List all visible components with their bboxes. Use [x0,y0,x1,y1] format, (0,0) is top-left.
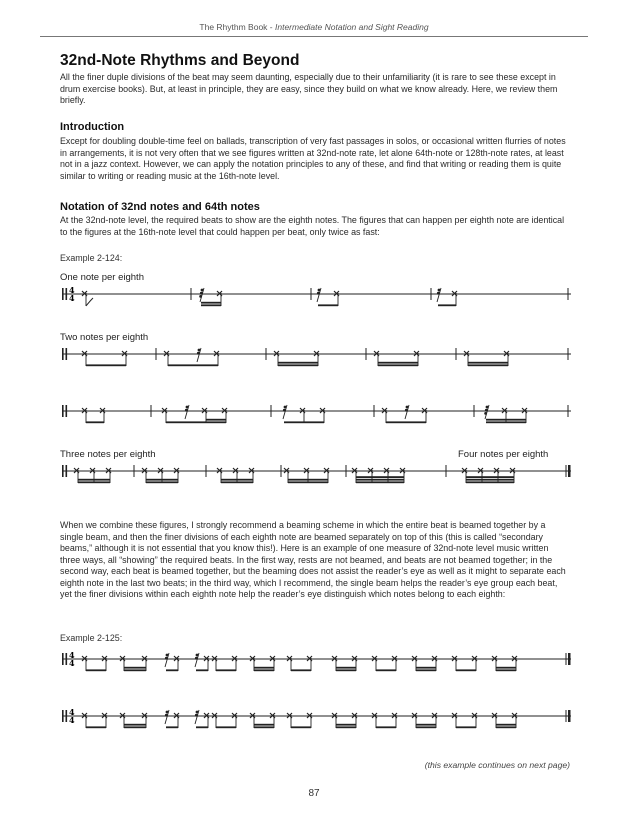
note-beam [146,481,178,483]
note-beam [468,364,508,366]
note-beam [254,726,274,728]
time-signature-top: 4 [69,650,75,660]
note-beam [86,364,126,366]
note-beam [254,669,274,671]
notation-text: At the 32nd-note level, the required beats to show are the eighth notes. The figures that can happen per eighth note are identical to the figures at the 16th-note level that could happen per beat, only twice as fast: [60,215,565,237]
rest-dot [438,289,441,292]
note-beam [166,669,178,671]
time-signature-bottom: 4 [69,715,75,725]
introduction-text: Except for doubling double-time feel on ballads, transcription of very fast passages in solos, or occasional written flurries of notes in arrangements, it is not very often that we see figures written at 32nd-note rate, let alone 64th-note or 128th-note rates, at least not in a jazz context. However, we can apply the notation principles to any of these, and find that writing or reading them is quite similar to writing or reading music at the 16th-note level. [60,136,566,181]
note-beam [124,669,146,671]
note-beam [468,362,508,364]
note-beam [291,726,311,728]
note-beam [78,481,110,483]
rest-dot [166,711,169,714]
note-beam [206,419,226,421]
intro-paragraph: All the finer duple divisions of the beat may seem daunting, especially due to their unfamiliarity (it is rare to see these except in drum exercise books). But, at least in principle, they are easy, since they build on what we know already. Here, we review them briefly. [60,72,558,105]
rest-dot [283,409,286,412]
percussion-clef [66,710,68,722]
note-beam [278,362,318,364]
note-beam [166,421,226,423]
note-beam [78,479,110,481]
staff-two-notes-per-eighth [56,340,576,380]
note-beam [201,302,221,304]
percussion-clef [66,653,68,665]
note-beam [201,304,221,306]
note-beam [416,724,436,726]
note-beam [356,479,404,481]
note-beam [86,669,106,671]
time-signature-bottom: 4 [69,658,75,668]
note-beam [336,726,356,728]
caption-four-notes: Four notes per eighth [458,449,549,460]
note-beam [254,724,274,726]
note-beam [356,481,404,483]
percussion-clef [66,348,68,360]
page-number: 87 [308,788,320,799]
note-beam [221,479,253,481]
note-beam [336,669,356,671]
rest-dot [284,406,287,409]
rest-dot [165,657,168,660]
note-beam [416,726,436,728]
staff-one-note-per-eighth [56,280,576,320]
note-beam [124,724,146,726]
note-beam [438,304,456,306]
beaming-paragraph: When we combine these figures, I strongly recommend a beaming scheme in which the entire beat is beamed together by a single beam, and then the finer divisions of each eighth note are beamed separately on top of this (this is called “secondary beams,” although it is not essential that you know this!). Here is an example of one measure of 32nd-note level music written three ways, all “showing” the required beats. In the first way, rests are not beamed, and beats are not beamed together; in the second way, each beat is beamed together, but the beaming does not assist the reader’s eye as well as it might to separate each eighth note in the last two beats; in the third way, which I recommend, the single beam helps the reader’s eye group each beat, yet the finer divisions within each eighth note help the reader’s eye distinguish which notes belong to each eighth: [60,520,566,599]
rest-dot [196,654,199,657]
note-beam [416,667,436,669]
rest-dot [195,657,198,660]
time-signature-bottom: 4 [69,293,75,303]
header-separator: - [267,22,275,32]
note-beam [221,481,253,483]
staff-three-four-notes-per-eighth [56,457,576,497]
chapter-title: Intermediate Notation and Sight Reading [275,22,429,32]
note-beam [196,669,208,671]
note-beam [254,667,274,669]
note-beam [386,421,426,423]
percussion-clef [66,288,68,300]
note-beam [86,421,104,423]
note-beam [86,726,106,728]
rest-dot [406,406,409,409]
note-beam [466,479,514,481]
introduction-heading: Introduction [60,121,125,133]
staff-example-125-b [56,702,576,742]
note-beam [124,667,146,669]
rest-dot [199,295,202,298]
rest-dot [186,406,189,409]
continues-note: (this example continues on next page) [424,760,570,770]
percussion-clef [66,465,68,477]
note-beam [291,669,311,671]
time-signature-top: 4 [69,285,75,295]
rest-dot [405,409,408,412]
rest-dot [197,352,200,355]
note-beam [486,421,526,423]
note-beam [496,724,516,726]
note-beam [318,304,338,306]
note-beam [378,362,418,364]
note-beam [416,669,436,671]
page-title: 32nd-Note Rhythms and Beyond [60,52,300,69]
note-beam [486,419,526,421]
final-barline-thick [568,710,571,722]
example-2-124-label: Example 2-124: [60,253,123,263]
note-beam [376,669,396,671]
example-2-125-label: Example 2-125: [60,633,123,643]
note-beam [216,669,236,671]
note-beam [196,726,208,728]
rest-dot [484,412,487,415]
running-header [40,22,588,37]
note-beam [124,726,146,728]
note-beam [168,364,218,366]
note-beam [378,364,418,366]
note-beam [496,667,516,669]
rest-dot [185,409,188,412]
note-beam [356,476,404,478]
rest-dot [166,654,169,657]
note-beam [284,421,324,423]
staff-example-125-a [56,645,576,685]
note-beam [216,726,236,728]
rest-dot [317,292,320,295]
caption-two-notes: Two notes per eighth [60,332,149,343]
percussion-clef [62,405,64,417]
rest-dot [201,289,204,292]
book-title: The Rhythm Book [199,22,268,32]
note-beam [278,364,318,366]
note-beam [288,481,328,483]
rest-dot [198,349,201,352]
rest-dot [200,292,203,295]
final-barline-thick [568,653,571,665]
percussion-clef [62,348,64,360]
note-beam [336,667,356,669]
rest-dot [485,409,488,412]
note-beam [456,669,476,671]
rest-dot [486,406,489,409]
notation-heading: Notation of 32nd notes and 64th notes [60,201,260,213]
note-beam [496,669,516,671]
time-signature-top: 4 [69,707,75,717]
rest-dot [195,714,198,717]
rest-dot [437,292,440,295]
note-beam [496,726,516,728]
note-beam [146,479,178,481]
note-beam [288,479,328,481]
staff-two-notes-per-eighth-2 [56,397,576,437]
final-barline-thick [568,465,571,477]
caption-three-notes: Three notes per eighth [60,449,156,460]
rest-dot [196,711,199,714]
percussion-clef [62,465,64,477]
note-beam [456,726,476,728]
note-beam [166,726,178,728]
note-beam [466,481,514,483]
rest-dot [165,714,168,717]
percussion-clef [62,710,64,722]
percussion-clef [62,653,64,665]
note-beam [336,724,356,726]
percussion-clef [62,288,64,300]
caption-one-note: One note per eighth [60,272,144,283]
note-beam [376,726,396,728]
rest-dot [318,289,321,292]
note-flag [86,298,93,306]
note-beam [466,476,514,478]
percussion-clef [66,405,68,417]
